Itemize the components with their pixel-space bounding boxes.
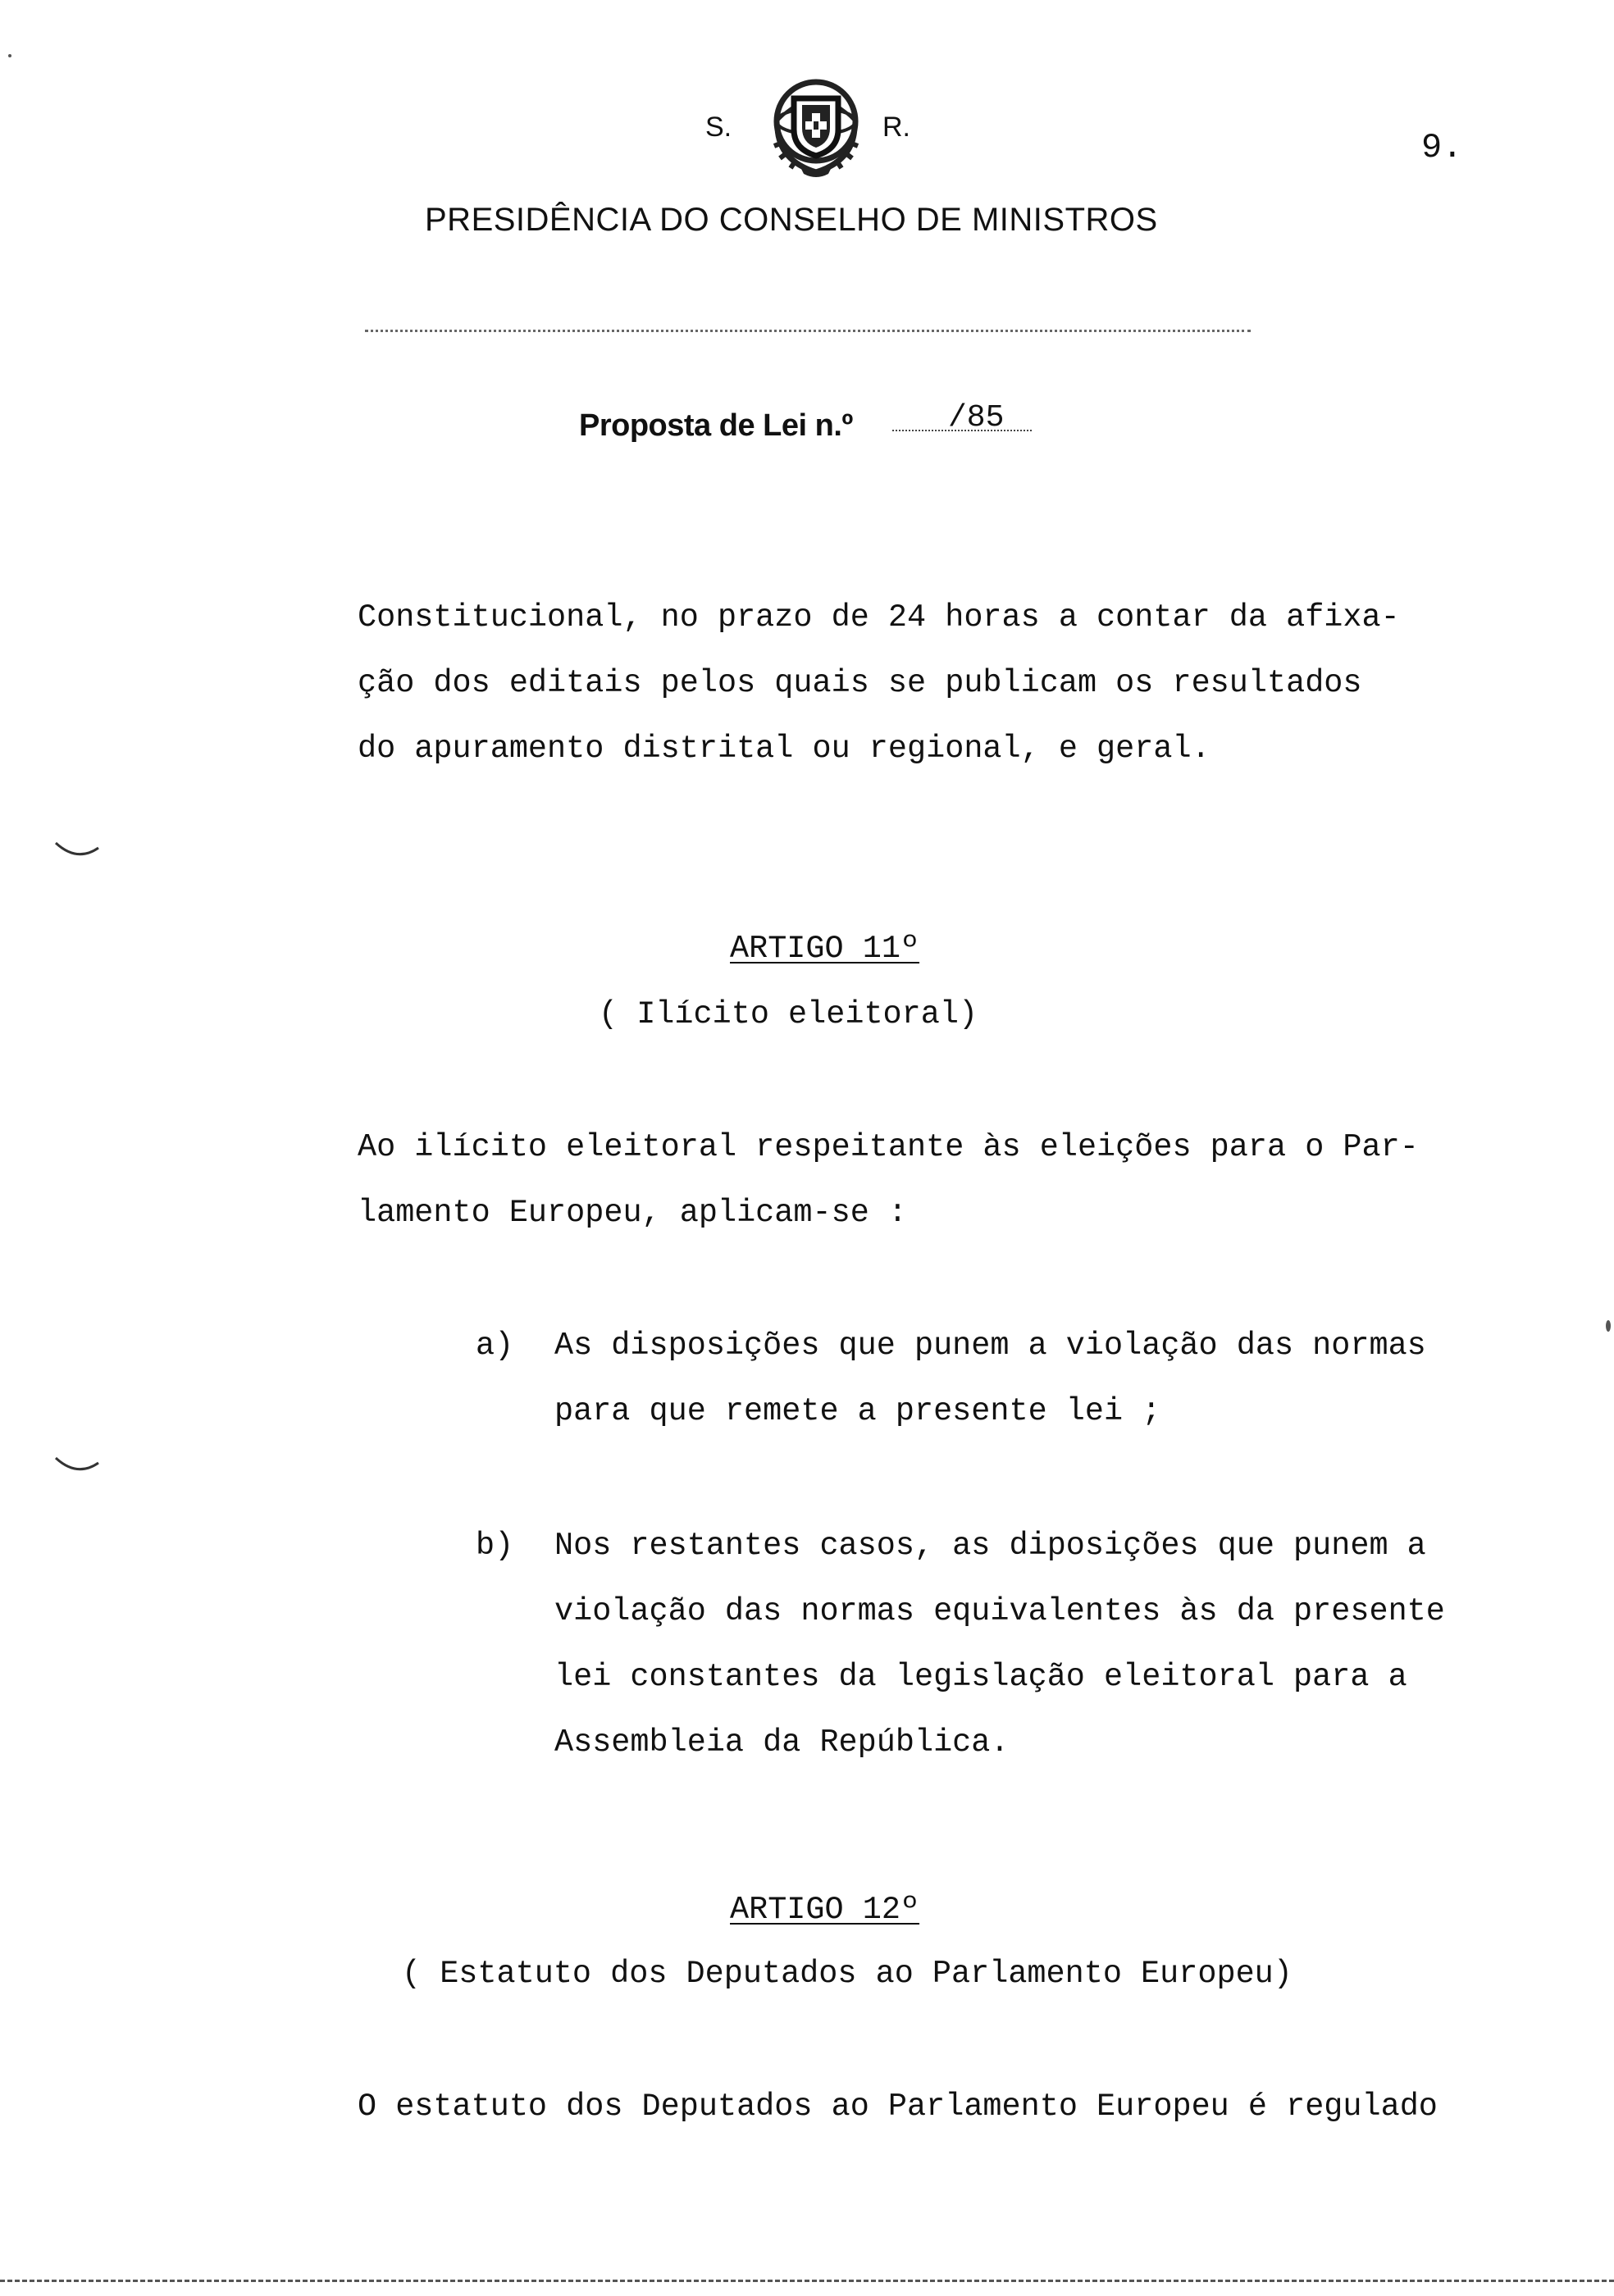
article-12-line-1: O estatuto dos Deputados ao Parlamento Europeu é regulado <box>358 2089 1438 2125</box>
article-11-title: ARTIGO 11º <box>730 931 920 967</box>
scan-speck <box>1606 1320 1611 1332</box>
article-11-line-2: lamento Europeu, aplicam-se : <box>358 1195 908 1231</box>
item-a-line-2: para que remete a presente lei ; <box>554 1393 1161 1429</box>
intro-line-3: do apuramento distrital ou regional, e geral. <box>358 731 1210 767</box>
item-b-line-2: violação das normas equivalentes às da presente <box>554 1593 1445 1629</box>
intro-line-2: ção dos editais pelos quais se publicam os resultados <box>358 665 1362 701</box>
intro-line-1: Constitucional, no prazo de 24 horas a contar da afixa- <box>358 599 1400 636</box>
item-a-marker: a) <box>476 1328 514 1364</box>
item-b-line-3: lei constantes da legislação eleitoral para a <box>554 1659 1407 1695</box>
article-11-line-1: Ao ilícito eleitoral respeitante às eleições para o Par- <box>358 1129 1419 1165</box>
article-12-title: ARTIGO 12º <box>730 1892 920 1928</box>
proposal-number: /85 <box>948 400 1005 435</box>
article-11-subtitle: ( Ilícito eleitoral) <box>599 996 978 1032</box>
item-a-line-1: As disposições que punem a violação das normas <box>554 1328 1426 1364</box>
item-b-line-1: Nos restantes casos, as diposições que punem a <box>554 1528 1426 1564</box>
header-s-label: S. <box>705 112 732 143</box>
punch-hole-mark-icon <box>52 835 102 868</box>
article-12-subtitle: ( Estatuto dos Deputados ao Parlamento Europeu) <box>402 1956 1293 1992</box>
organization-title: PRESIDÊNCIA DO CONSELHO DE MINISTROS <box>425 202 1158 238</box>
scan-speck-2 <box>8 54 11 57</box>
item-b-line-4: Assembleia da República. <box>554 1724 1010 1761</box>
item-b-marker: b) <box>476 1528 514 1564</box>
header-r-label: R. <box>882 112 910 143</box>
proposal-label: Proposta de Lei n.º <box>579 408 853 443</box>
header-dotted-rule <box>365 330 1251 332</box>
punch-hole-mark-icon-2 <box>52 1450 102 1483</box>
bottom-scan-edge <box>0 2280 1614 2282</box>
coat-of-arms-icon <box>763 71 869 177</box>
page-number: 9. <box>1421 128 1463 167</box>
